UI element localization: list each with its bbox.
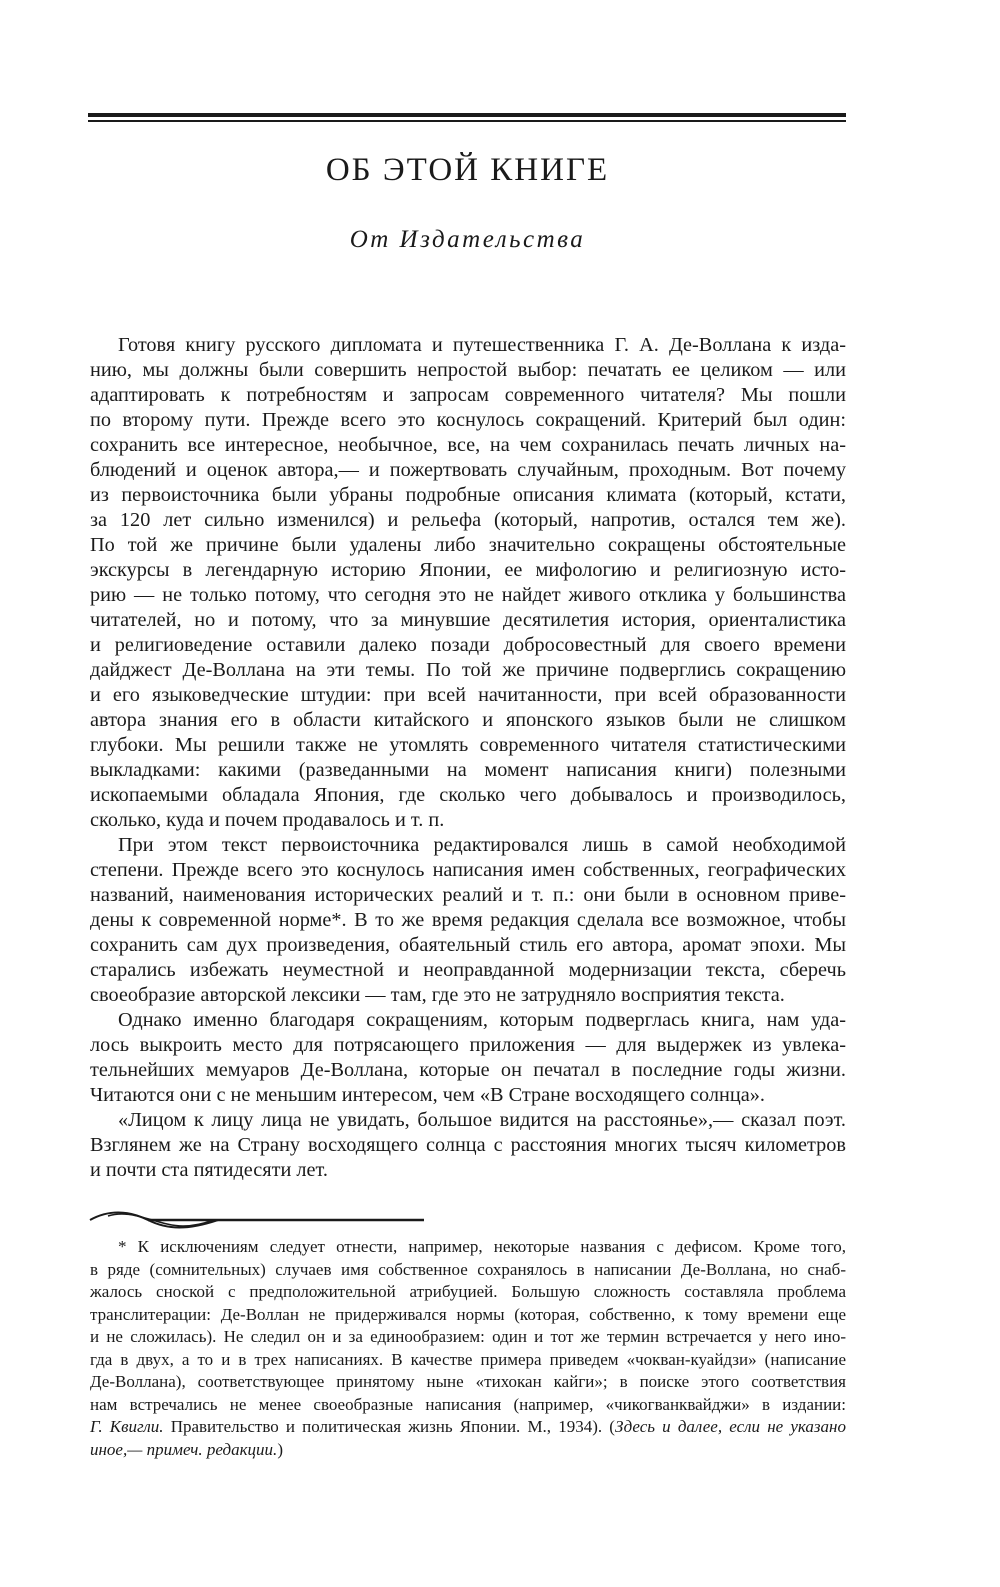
body-text <box>90 333 846 1183</box>
paragraph-line: ископаемыми обладала Япония, где сколько чего добывалось и производилось, <box>90 784 846 806</box>
chapter-subtitle: От Издательства <box>349 226 586 253</box>
paragraph-line: дены к современной норме*. В то же время редакция сделала все возможное, чтобы <box>90 909 846 931</box>
footnote-line <box>90 1416 846 1439</box>
footnote-line <box>90 1326 846 1349</box>
footnote-text: и не сложилась). Не следил он и за единообразием: один и тот же термин встречается у него ино- <box>90 1327 846 1346</box>
paragraph-line: старались избежать неуместной и неоправданной модернизации текста, сберечь <box>90 959 846 981</box>
footnote-line <box>90 1281 846 1304</box>
paragraph-line: сохранить все интересное, необычное, все, на чем сохранилась печать личных на- <box>90 434 846 456</box>
footnote-line <box>90 1394 846 1417</box>
footnote-text: ) <box>277 1439 283 1459</box>
footnote-line <box>90 1259 846 1282</box>
paragraph-line: глубоки. Мы решили также не утомлять современного читателя статистическими <box>90 734 846 756</box>
paragraph-line: по второму пути. Прежде всего это коснулось сокращений. Критерий был один: <box>90 409 846 431</box>
footnote-text: в ряде (сомнительных) случаев имя собственное сохранялось в написании Де-Воллана, но снаб- <box>90 1259 846 1279</box>
paragraph-line: По той же причине были удалены либо значительно сокращены обстоятельные <box>90 534 846 556</box>
paragraph-line: тельнейших мемуаров Де-Воллана, которые он печатал в последние годы жизни. <box>90 1059 846 1081</box>
paragraph-line: и его языковедческие штудии: при всей начитанности, при всей образованности <box>90 684 846 706</box>
footnote-line <box>90 1371 846 1394</box>
paragraph-line: степени. Прежде всего это коснулось написания имен собственных, географических <box>90 859 846 881</box>
paragraph-line: Взглянем же на Страну восходящего солнца с расстояния многих тысяч километров <box>90 1134 846 1156</box>
paragraph-line: из первоисточника были убраны подробные описания климата (который, кстати, <box>90 484 846 506</box>
paragraph-line: блюдений и оценок автора,— и пожертвовать случайным, проходным. Вот почему <box>90 459 846 481</box>
footnote-text: жалось сноской с предположительной атрибуцией. Большую сложность составляла проблема <box>90 1282 846 1301</box>
footnote-text: Правительство и политическая жизнь Японии. М., 1934). ( <box>163 1417 615 1436</box>
header-rule-thin <box>88 120 846 122</box>
paragraph-line: экскурсы в легендарную историю Японии, ее мифологию и религиозную исто- <box>90 559 846 581</box>
footnote-text: Де-Воллана), соответствующее принятому ныне «тихокан кайги»; в поиске этого соответствия <box>90 1372 846 1391</box>
footnote-line <box>90 1439 846 1462</box>
chapter-title: ОБ ЭТОЙ КНИГЕ <box>325 152 610 188</box>
footnote-line <box>90 1236 846 1259</box>
paragraph-line: дайджест Де-Воллана на эти темы. По той же причине подверглись сокращению <box>90 659 846 681</box>
header-rule-thick <box>88 113 846 117</box>
paragraph-line: своеобразие авторской лексики — там, где это не затрудняло восприятия текста. <box>90 984 785 1006</box>
paragraph-line: нию, мы должны были совершить непростой выбор: печатать ее целиком — или <box>90 359 846 381</box>
paragraph-line: за 120 лет сильно изменился) и рельефа (который, напротив, остался тем же). <box>90 509 846 531</box>
paragraph-line: выкладками: какими (разведанными на момент написания книги) полезными <box>90 759 846 781</box>
paragraph-line: Готовя книгу русского дипломата и путешественника Г. А. Де-Воллана к изда- <box>118 334 846 356</box>
footnote <box>90 1236 846 1461</box>
paragraph-line: Однако именно благодаря сокращениям, которым подверглась книга, нам уда- <box>118 1009 846 1031</box>
paragraph-line: лось выкроить место для потрясающего приложения — для выдержек из увлека- <box>90 1034 846 1056</box>
footnote-italic-text: иное,— примеч. редакции. <box>90 1439 278 1459</box>
paragraph-line: адаптировать к потребностям и запросам современного читателя? Мы пошли <box>90 384 846 406</box>
paragraph-line: и почти ста пятидесяти лет. <box>90 1159 328 1181</box>
paragraph-line: читателей, но и потому, что за минувшие десятилетия история, ориенталистика <box>90 609 846 631</box>
paragraph-line: При этом текст первоисточника редактировался лишь в самой необходимой <box>118 834 846 856</box>
paragraph-line: и религиоведение оставили далеко позади добросовестный для своего времени <box>90 634 846 656</box>
footnote-line <box>90 1304 846 1327</box>
footnote-text: нам встречались не менее своеобразные написания (например, «чикогванквайджи» в издании: <box>90 1394 846 1414</box>
paragraph-line: «Лицом к лицу лица не увидать, большое видится на расстоянье»,— сказал поэт. <box>118 1109 846 1131</box>
footnote-text: * К исключениям следует отнести, например, некоторые названия с дефисом. Кроме того, <box>118 1237 846 1256</box>
footnote-line <box>90 1349 846 1372</box>
footnote-ornament-divider <box>88 1206 428 1230</box>
paragraph-line: названий, наименования исторических реалий и т. п.: они были в основном приве- <box>90 884 846 906</box>
footnote-text: гда в двух, а то и в трех написаниях. В качестве примера приведем «чокван-куайдзи» (написание <box>90 1349 846 1369</box>
paragraph-line: сохранить сам дух произведения, обаятельный стиль его автора, аромат эпохи. Мы <box>90 934 846 956</box>
paragraph-line: рию — не только потому, что сегодня это не найдет живого отклика у большинства <box>90 584 846 606</box>
footnote-italic-text: Здесь и далее, если не указано <box>614 1417 846 1436</box>
footnote-italic-text: Г. Квигли. <box>90 1417 164 1436</box>
paragraph-line: сколько, куда и почем продавалось и т. п. <box>90 809 445 831</box>
paragraph-line: автора знания его в области китайского и японского языков были не слишком <box>90 709 846 731</box>
paragraph-line: Читаются они с не меньшим интересом, чем «В Стране восходящего солнца». <box>90 1084 765 1106</box>
footnote-text: транслитерации: Де-Воллан не придерживался нормы (которая, собственно, к тому времени еще <box>90 1304 846 1324</box>
